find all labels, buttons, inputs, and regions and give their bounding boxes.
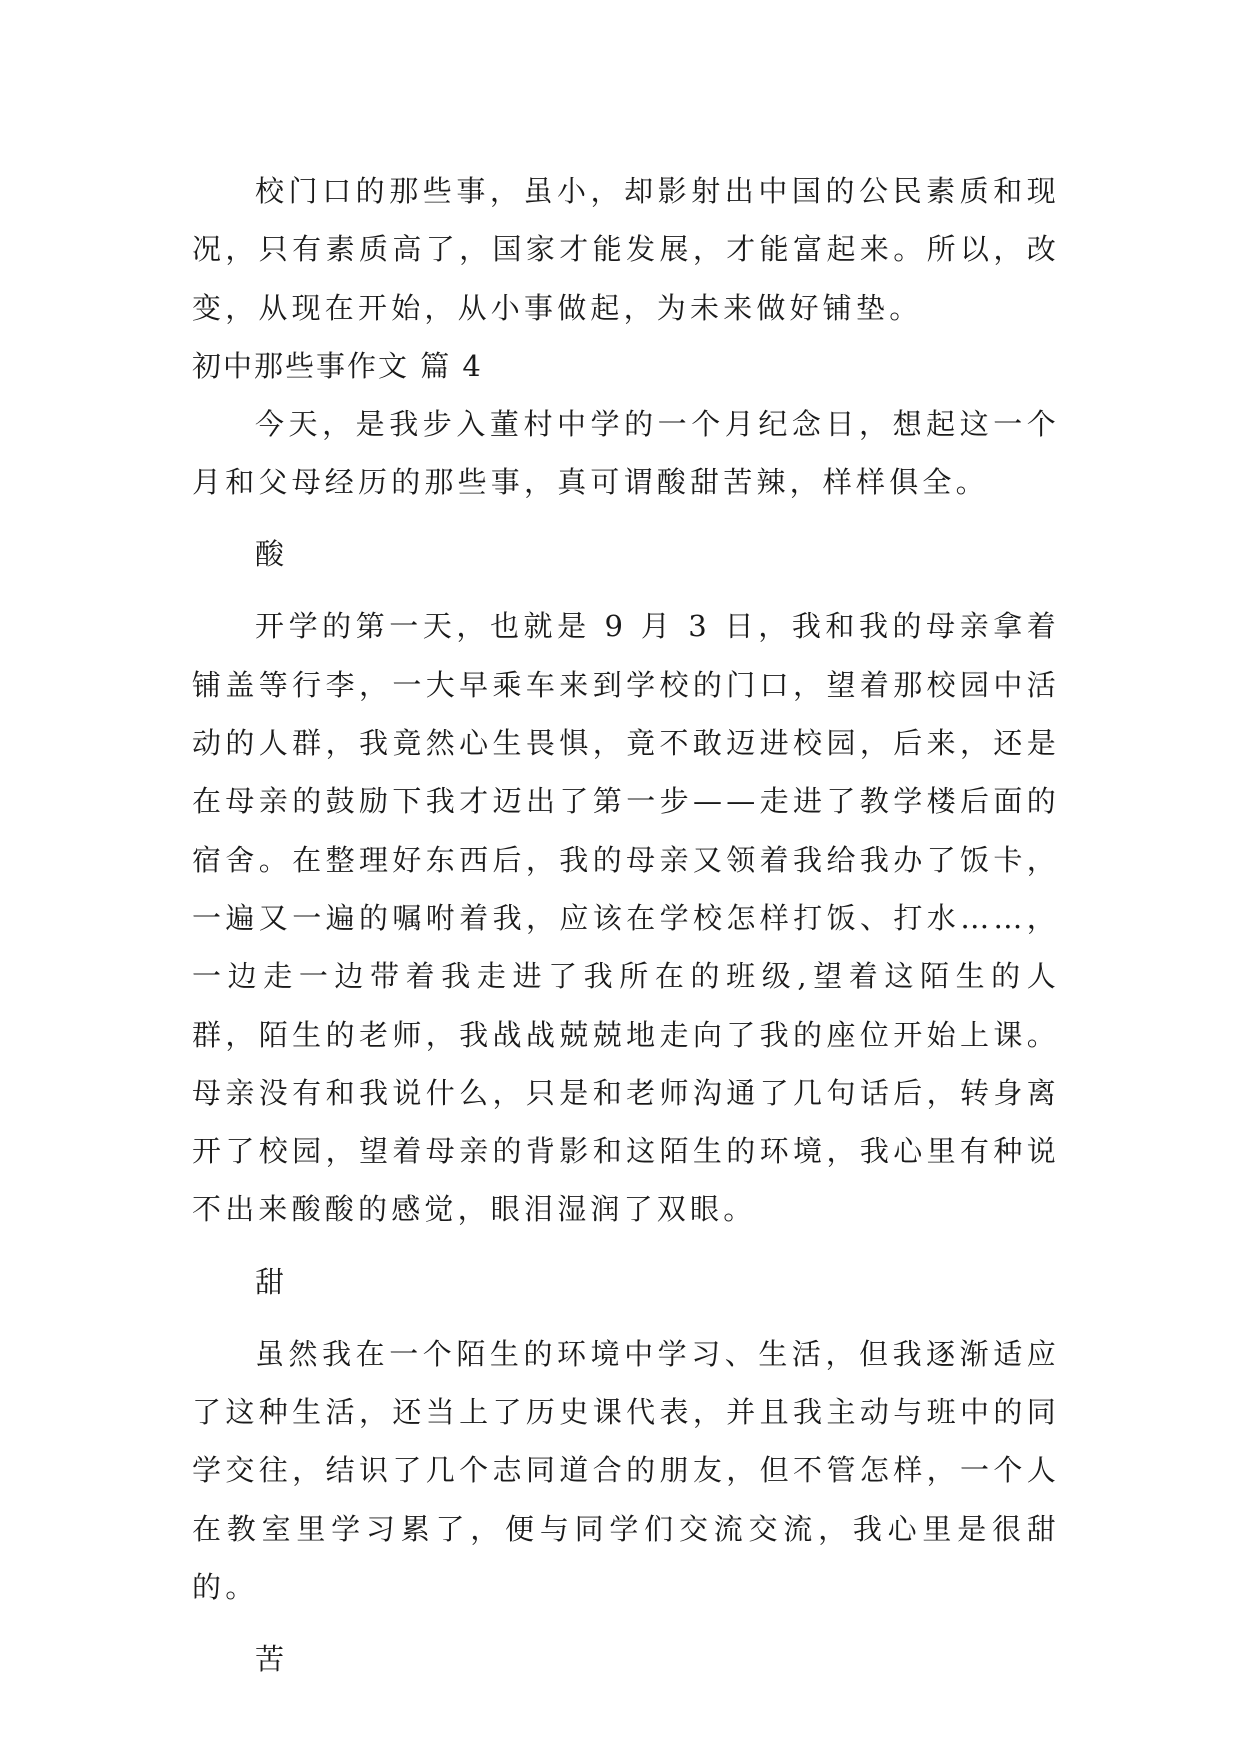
document-page — [192, 162, 1060, 1688]
paragraph-1: 校门口的那些事，虽小，却影射出中国的公民素质和现况，只有素质高了，国家才能发展，才能富起来。所以，改变，从现在开始，从小事做起，为未来做好铺垫。 — [192, 174, 1060, 325]
paragraph-2: 今天，是我步入董村中学的一个月纪念日，想起这一个月和父母经历的那些事，真可谓酸甜苦辣，样样俱全。 — [192, 406, 1060, 500]
subheading-sour: 酸 — [255, 537, 285, 572]
subheading-sweet: 甜 — [255, 1264, 285, 1299]
paragraph-4: 虽然我在一个陌生的环境中学习、生活，但我逐渐适应了这种生活，还当上了历史课代表，并且我主动与班中的同学交往，结识了几个志同道合的朋友，但不管怎样，一个人在教室里学习累了，便与同学们交流交流，我心里是很甜的。 — [192, 1336, 1060, 1604]
section-heading: 初中那些事作文 篇 4 — [192, 348, 483, 383]
paragraph-3: 开学的第一天，也就是 9 月 3 日，我和我的母亲拿着铺盖等行李，一大早乘车来到学校的门口，望着那校园中活动的人群，我竟然心生畏惧，竟不敢迈进校园，后来，还是在母亲的鼓励下我才迈出了第一步——走进了教学楼后面的宿舍。在整理好东西后，我的母亲又领着我给我办了饭卡，一遍又一遍的嘱咐着我，应该在学校怎样打饭、打水……，一边走一边带着我走进了我所在的班级,望着这陌生的人群，陌生的老师，我战战兢兢地走向了我的座位开始上课。母亲没有和我说什么，只是和老师沟通了几句话后，转身离开了校园，望着母亲的背影和这陌生的环境，我心里有种说不出来酸酸的感觉，眼泪湿润了双眼。 — [192, 609, 1060, 1227]
subheading-bitter: 苦 — [255, 1642, 285, 1677]
